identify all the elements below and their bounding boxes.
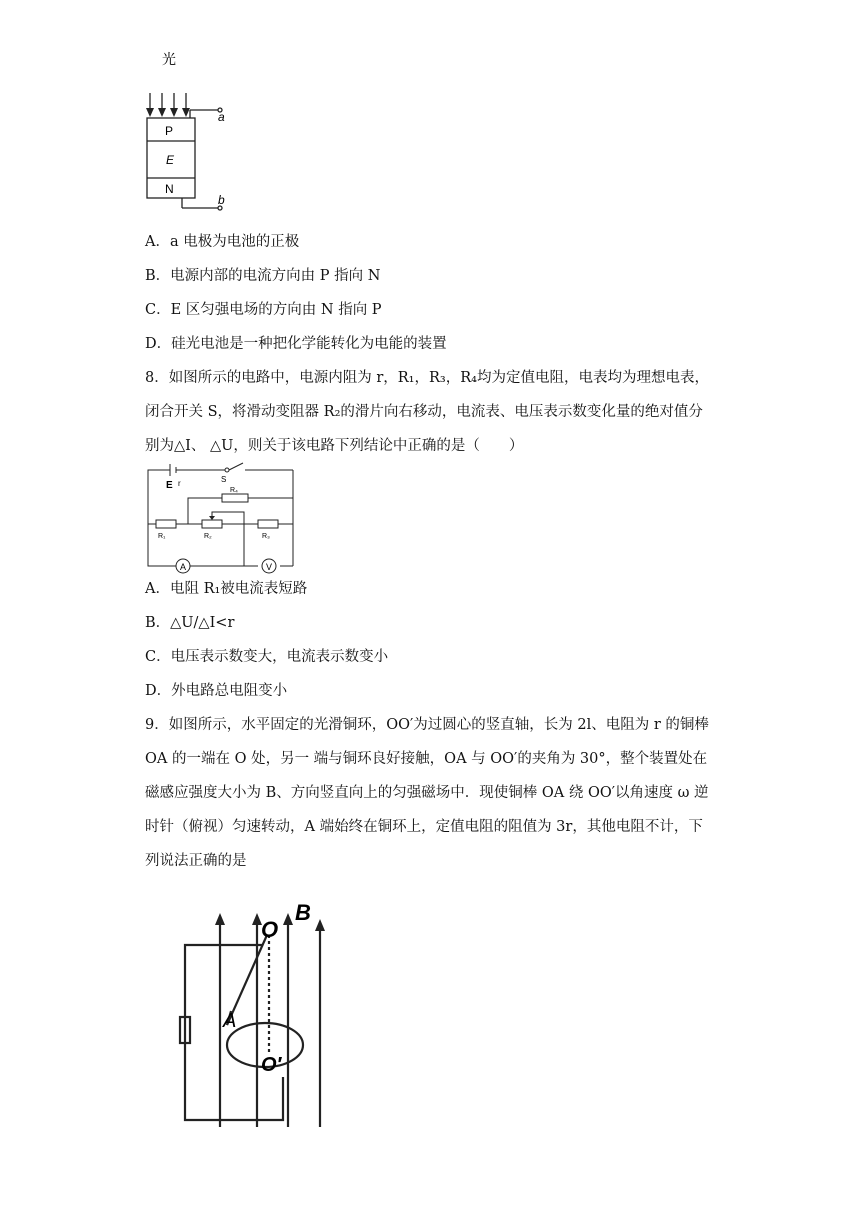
copper-ring-diagram [175, 895, 345, 1135]
photocell-diagram [140, 48, 240, 218]
q7-option-a: A．a 电极为电池的正极 [145, 234, 300, 250]
q8-option-d: D．外电路总电阻变小 [145, 683, 288, 699]
q9-stem-line-5: 列说法正确的是 [145, 853, 247, 869]
q8-stem-line-2: 闭合开关 S，将滑动变阻器 R₂的滑片向右移动，电流表、电压表示数变化量的绝对值分 [145, 404, 703, 420]
q8-option-a: A．电阻 R₁被电流表短路 [145, 581, 308, 597]
b-label: B [295, 900, 311, 925]
q9-stem-line-1: 9．如图所示，水平固定的光滑铜环，OO′为过圆心的竖直轴，长为 2l、电阻为 r 的铜棒 [145, 717, 709, 733]
ammeter-label: A [180, 562, 187, 572]
o-label: O [261, 917, 279, 942]
voltmeter-label: V [266, 562, 273, 572]
r3-label: R₃ [262, 533, 270, 540]
q8-stem-line-3: 别为△I、 △U，则关于该电路下列结论中正确的是（ ） [145, 438, 524, 454]
layer-p-label: P [165, 124, 174, 138]
r2-label: R₂ [204, 533, 212, 540]
r1-label: R₁ [158, 533, 166, 540]
q9-stem-line-2: OA 的一端在 O 处，另一 端与铜环良好接触，OA 与 OO′的夹角为 30°，整个装置处在 [145, 751, 708, 767]
a-label: A [223, 1010, 237, 1032]
o-prime-label: O′ [261, 1054, 282, 1076]
circuit-diagram [140, 458, 300, 578]
terminal-b-label: b [218, 193, 225, 207]
q9-stem-line-4: 时针（俯视）匀速转动，A 端始终在铜环上，定值电阻的阻值为 3r，其他电阻不计，下 [145, 819, 703, 835]
q9-stem-line-3: 磁感应强度大小为 B、方向竖直向上的匀强磁场中．现使铜棒 OA 绕 OO′以角速度 ω 逆 [145, 785, 709, 801]
layer-n-label: N [165, 182, 174, 196]
q7-option-c: C．E 区匀强电场的方向由 N 指向 P [145, 302, 382, 318]
q7-option-b: B．电源内部的电流方向由 P 指向 N [145, 268, 381, 284]
q8-option-c: C．电压表示数变大，电流表示数变小 [145, 649, 389, 665]
r4-label: R₄ [230, 487, 238, 494]
terminal-a-label: a [218, 110, 225, 124]
q7-option-d: D．硅光电池是一种把化学能转化为电能的装置 [145, 336, 447, 352]
light-label: 光 [162, 51, 176, 67]
battery-label: E [166, 480, 173, 491]
layer-e-label: E [166, 153, 175, 167]
switch-label: S [221, 475, 227, 484]
q8-option-b: B．△U/△I<r [145, 615, 235, 631]
q8-stem-line-1: 8．如图所示的电路中，电源内阻为 r，R₁，R₃，R₄均为定值电阻，电表均为理想电表， [145, 370, 709, 386]
internal-r-label: r [178, 479, 181, 488]
